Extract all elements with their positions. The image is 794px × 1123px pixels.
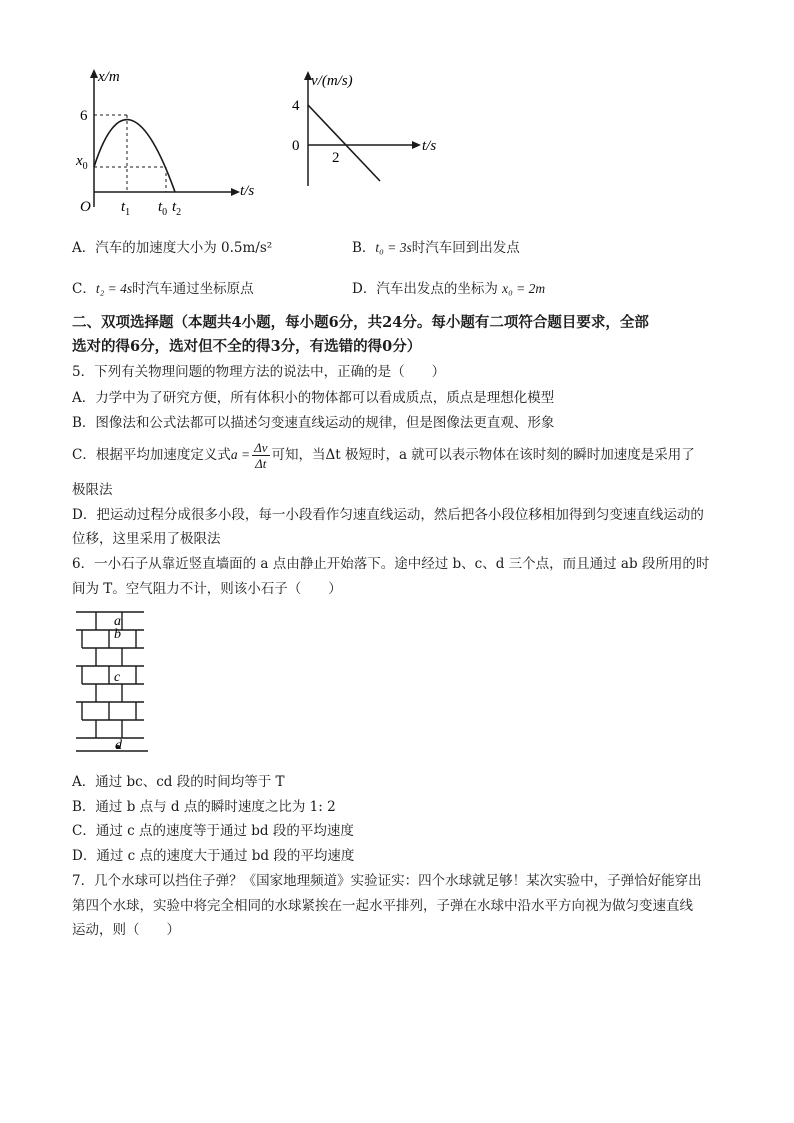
xt-tick-x0: $x_0$: [76, 153, 88, 172]
xt-graph: [70, 65, 270, 220]
section2-heading-2: 选对的得6分，选对但不全的得3分，有选错的得0分）: [72, 338, 422, 355]
point-a-label: a: [114, 614, 121, 629]
xt-y-label: x/m: [98, 69, 120, 85]
q7-line-3: 运动，则（ ）: [72, 922, 180, 938]
q4-option-c: C．t₂ = 4s时汽车通过坐标原点: [72, 281, 254, 297]
vt-tick-2: 2: [332, 150, 340, 166]
q4-option-a: A．汽车的加速度大小为 0.5m/s²: [72, 240, 273, 256]
q5-option-c-line2: 极限法: [72, 482, 113, 498]
vt-tick-0: 0: [292, 138, 300, 154]
xt-tick-t2: $t_2$: [172, 199, 182, 218]
q6-stem-1: 6．一小石子从靠近竖直墙面的 a 点由静止开始落下。途中经过 b、c、d 三个点，而且通过 ab 段所用的时: [72, 556, 710, 572]
q6-option-c: C．通过 c 点的速度等于通过 bd 段的平均速度: [72, 823, 354, 839]
q7-line-2: 第四个水球，实验中将完全相同的水球紧挨在一起水平排列，子弹在水球中沿水平方向视为做匀变速直线: [72, 898, 693, 914]
q6-option-d: D．通过 c 点的速度大于通过 bd 段的平均速度: [72, 848, 355, 864]
brick-wall-figure: [76, 608, 152, 758]
point-d-label: d: [115, 738, 122, 753]
xt-origin: O: [80, 199, 91, 215]
q5-option-c: C．根据平均加速度定义式a = $\frac{\Delta v}{\Delta t}$ 可知，当Δt 极短时，a 就可以表示物体在该时刻的瞬时加速度是采用了: [72, 440, 695, 471]
q5-fraction: $\frac{\Delta v}{\Delta t}$: [254, 440, 268, 471]
q6-stem-2: 间为 T。空气阻力不计，则该小石子（ ）: [72, 581, 342, 597]
xt-tick-t1: $t_1$: [121, 199, 131, 218]
q6-option-a: A．通过 bc、cd 段的时间均等于 T: [72, 774, 285, 790]
xt-tick-t0: $t_0$: [158, 199, 168, 218]
q6-option-b: B．通过 b 点与 d 点的瞬时速度之比为 1: 2: [72, 799, 336, 815]
q4-option-b: B．t₀ = 3s时汽车回到出发点: [352, 240, 520, 256]
xt-tick-6: 6: [80, 108, 88, 124]
vt-graph: [285, 68, 455, 193]
section2-heading-1: 二、双项选择题（本题共4小题，每小题6分，共24分。每小题有二项符合题目要求，全部: [72, 314, 649, 331]
q4-option-d: D．汽车出发点的坐标为 x₀ = 2m: [352, 281, 546, 297]
point-c-label: c: [114, 670, 121, 685]
q5-option-a: A．力学中为了研究方便，所有体积小的物体都可以看成质点，质点是理想化模型: [72, 390, 555, 406]
vt-y-label: v/(m/s): [311, 73, 353, 89]
q5-option-b: B．图像法和公式法都可以描述匀变速直线运动的规律，但是图像法更直观、形象: [72, 415, 555, 431]
q5-option-d-line1: D．把运动过程分成很多小段，每一小段看作匀速直线运动，然后把各小段位移相加得到匀变速直线运动的: [72, 507, 704, 523]
point-b-label: b: [114, 627, 121, 642]
vt-tick-4: 4: [292, 98, 300, 114]
vt-x-label: t/s: [422, 138, 437, 154]
q7-line-1: 7．几个水球可以挡住子弹？《国家地理频道》实验证实：四个水球就足够！某次实验中，子弹恰好能穿出: [72, 873, 702, 889]
q5-option-d-line2: 位移，这里采用了极限法: [72, 531, 221, 547]
xt-x-label: t/s: [240, 183, 255, 199]
q5-stem: 5．下列有关物理问题的物理方法的说法中，正确的是（ ）: [72, 364, 446, 380]
